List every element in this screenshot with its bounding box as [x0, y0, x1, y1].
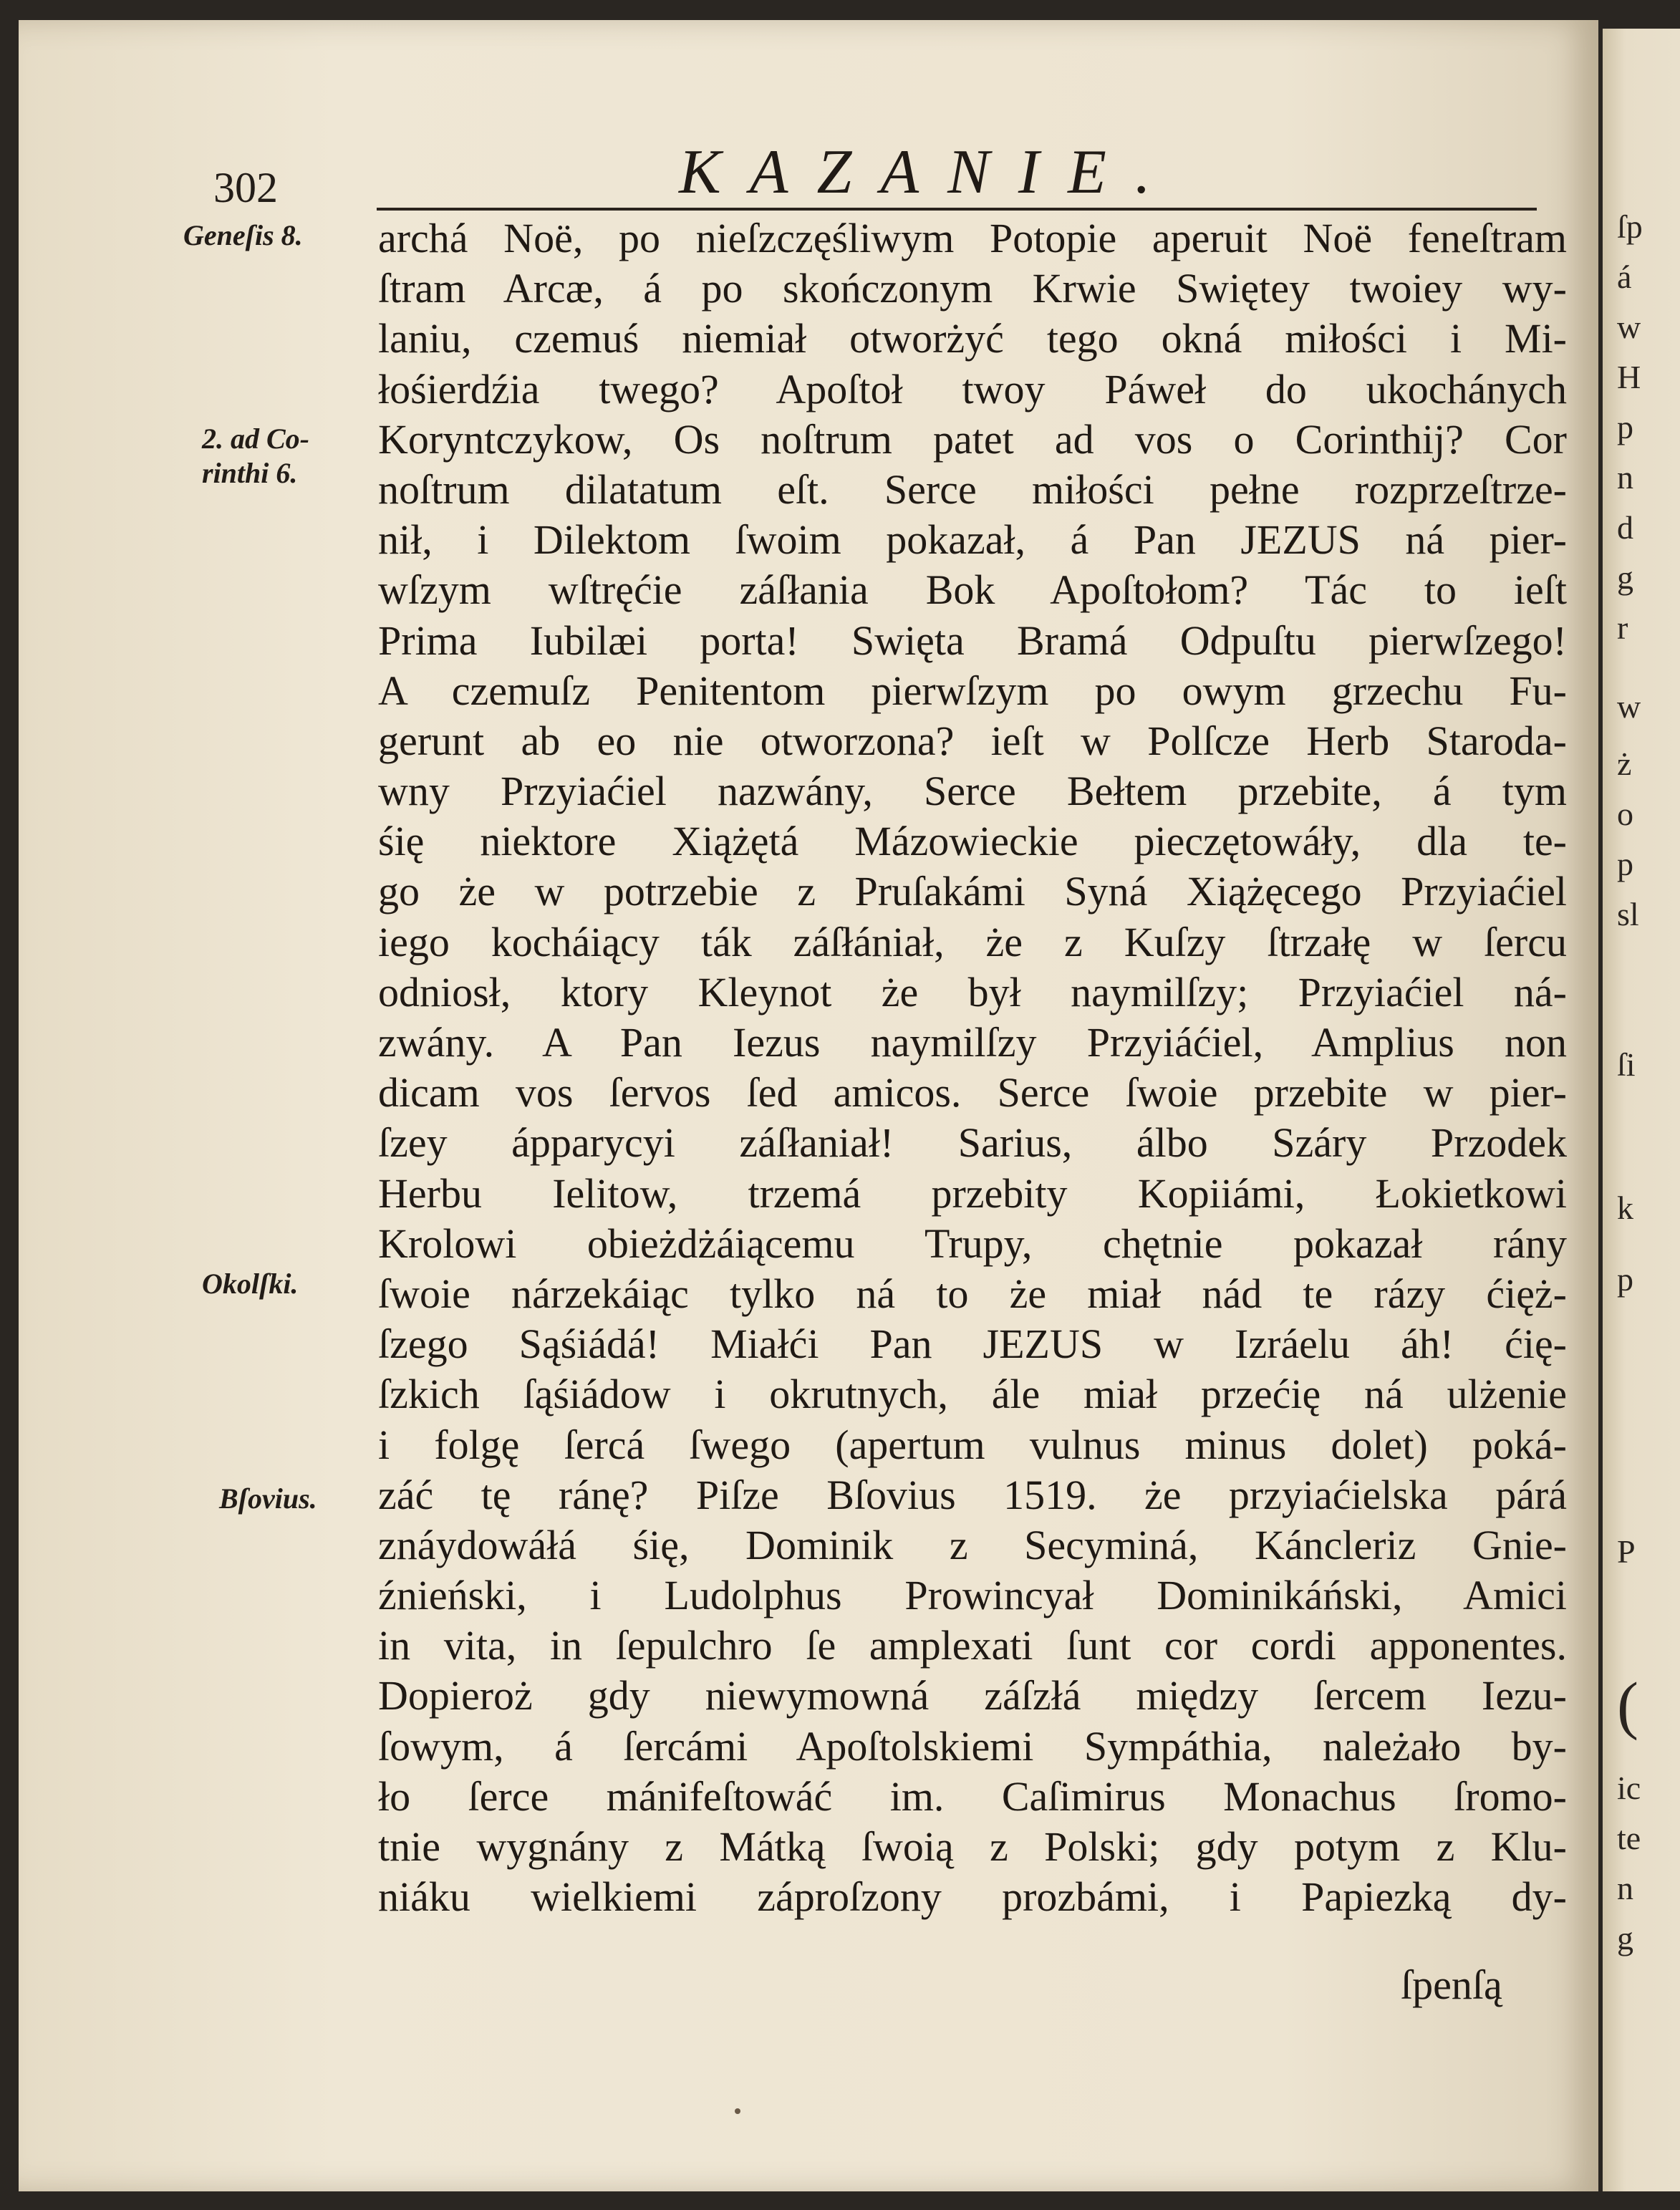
text-line: ſowym, á ſercámi Apoſtolskiemi Sympáthia, należało by-	[378, 1722, 1567, 1770]
text-line: záć tę ránę? Piſze Bſovius 1519. że przyiaćielska párá	[378, 1471, 1567, 1518]
facing-page-fragment: ż	[1617, 745, 1632, 782]
text-line: ło ſerce mánifeſtowáć im. Caſimirus Monachus ſromo-	[378, 1772, 1567, 1820]
text-line: dicam vos ſervos ſed amicos. Serce ſwoie przebite w pier-	[378, 1069, 1567, 1116]
text-line: A czemuſz Penitentom pierwſzym po owym grzechu Fu-	[378, 667, 1567, 714]
facing-page-fragment: r	[1617, 609, 1628, 646]
text-line: ſzkich ſąśiádow i okrutnych, ále miał przećię ná ulżenie	[378, 1371, 1567, 1418]
facing-page-fragment: sl	[1617, 896, 1639, 932]
margin-note-okolski: Okolſki.	[202, 1268, 299, 1300]
facing-page-fragment: p	[1617, 1261, 1633, 1298]
text-line: odniosł, ktory Kleynot że był naymilſzy; Przyiaćiel ná-	[378, 968, 1567, 1015]
text-line: ſwoie nárzekáiąc tylko ná to że miał nád te rázy ćięż-	[378, 1270, 1567, 1317]
text-line: nił, i Dilektom ſwoim pokazał, á Pan JEZUS ná pier-	[378, 516, 1567, 564]
book-page	[19, 20, 1598, 2191]
text-line: Herbu Ielitow, trzemá przebity Kopiiámi, Łokietkowi	[378, 1169, 1567, 1217]
facing-page-fragment: w	[1617, 688, 1641, 725]
text-line: znáydowáłá śię, Dominik z Secyminá, Káncleriz Gnie-	[378, 1521, 1567, 1568]
running-title: KAZANIE.	[679, 137, 1179, 207]
text-line: i folgę ſercá ſwego (apertum vulnus minus dolet) poká-	[378, 1421, 1567, 1468]
text-line: iego kocháiący ták záſłániał, że z Kuſzy ſtrzałę w ſercu	[378, 918, 1567, 965]
text-line: go że w potrzebie z Pruſakámi Syná Xiążęcego Przyiaćiel	[378, 868, 1567, 915]
facing-page-fragment: H	[1617, 359, 1641, 395]
facing-page-fragment: P	[1617, 1533, 1636, 1570]
facing-page-fragment: (	[1617, 1670, 1638, 1741]
facing-page-fragment: o	[1617, 796, 1633, 832]
text-line: Koryntczykow, Os noſtrum patet ad vos o Corinthij? Cor	[378, 415, 1567, 463]
facing-page-fragment: ſi	[1617, 1046, 1636, 1083]
text-line: wſzym wſtręćie záſłania Bok Apoſtołom? Tác to ieſt	[378, 566, 1567, 614]
text-line: śię niektore Xiążętá Mázowieckie pieczętowáły, dla te-	[378, 818, 1567, 865]
text-line: ſzey ápparycyi záſłaniał! Sarius, álbo Száry Przodek	[378, 1119, 1567, 1167]
text-line: ſtram Arcæ, á po skończonym Krwie Swiętey twoiey wy-	[378, 265, 1567, 312]
facing-page-fragment: p	[1617, 409, 1633, 445]
facing-page-fragment: d	[1617, 509, 1633, 546]
text-line: łośierdźia twego? Apoſtoł twoy Páweł do ukochánych	[378, 365, 1567, 412]
facing-page-fragment: g	[1617, 1920, 1633, 1956]
text-line: Dopieroż gdy niewymowná záſzłá między ſercem Iezu-	[378, 1672, 1567, 1719]
facing-page-fragment: á	[1617, 259, 1632, 295]
facing-page-fragment: w	[1617, 309, 1641, 345]
text-line: Prima Iubilæi porta! Swięta Bramá Odpuſtu pierwſzego!	[378, 617, 1567, 664]
facing-page-fragment: k	[1617, 1190, 1633, 1226]
text-line: in vita, in ſepulchro ſe amplexati ſunt cor cordi apponentes.	[378, 1622, 1567, 1669]
body-text	[378, 213, 1567, 1922]
facing-page-fragment: ic	[1617, 1770, 1641, 1806]
facing-page-fragment: te	[1617, 1820, 1641, 1856]
text-line: zwány. A Pan Iezus naymilſzy Przyiáćiel, Amplius non	[378, 1019, 1567, 1066]
facing-page-fragment: n	[1617, 1870, 1633, 1906]
text-line: tnie wygnány z Mátką ſwoią z Polski; gdy potym z Klu-	[378, 1823, 1567, 1870]
text-line: wny Przyiaćiel nazwány, Serce Bełtem przebite, á tym	[378, 768, 1567, 815]
text-line: Krolowi obieżdżáiącemu Trupy, chętnie pokazał rány	[378, 1220, 1567, 1267]
margin-note-corinthians-a: 2. ad Co-	[202, 423, 309, 455]
text-line: źnieński, i Ludolphus Prowincyał Dominikáński, Amici	[378, 1572, 1567, 1619]
text-line: laniu, czemuś niemiał otworżyć tego okná miłości i Mi-	[378, 315, 1567, 362]
facing-page-fragment: n	[1617, 459, 1633, 496]
text-line: gerunt ab eo nie otworzona? ieſt w Polſcze Herb Staroda-	[378, 717, 1567, 764]
facing-page-fragment: p	[1617, 846, 1633, 882]
text-line: ſzego Sąśiádá! Miałći Pan JEZUS w Izráelu áh! ćię-	[378, 1321, 1567, 1368]
ink-speck	[735, 2108, 740, 2114]
catchword: ſpenſą	[1401, 1962, 1502, 2008]
facing-page-fragment: ſp	[1617, 208, 1643, 245]
text-line: niáku wielkiemi záproſzony prozbámi, i Papiezką dy-	[378, 1873, 1567, 1921]
margin-note-corinthians-b: rinthi 6.	[202, 457, 298, 489]
facing-page-fragment: g	[1617, 559, 1633, 596]
text-line: archá Noë, po nieſzczęśliwym Potopie aperuit Noë feneſtram	[378, 215, 1567, 261]
running-head	[206, 127, 1538, 211]
page-number: 302	[213, 164, 278, 211]
margin-note-genesis: Geneſis 8.	[183, 219, 303, 251]
facing-page-edge	[1603, 29, 1680, 2191]
margin-note-bsovius: Bſovius.	[219, 1482, 317, 1515]
text-line: noſtrum dilatatum eſt. Serce miłości pełne rozprzeſtrze-	[378, 465, 1567, 513]
header-rule	[377, 208, 1537, 211]
